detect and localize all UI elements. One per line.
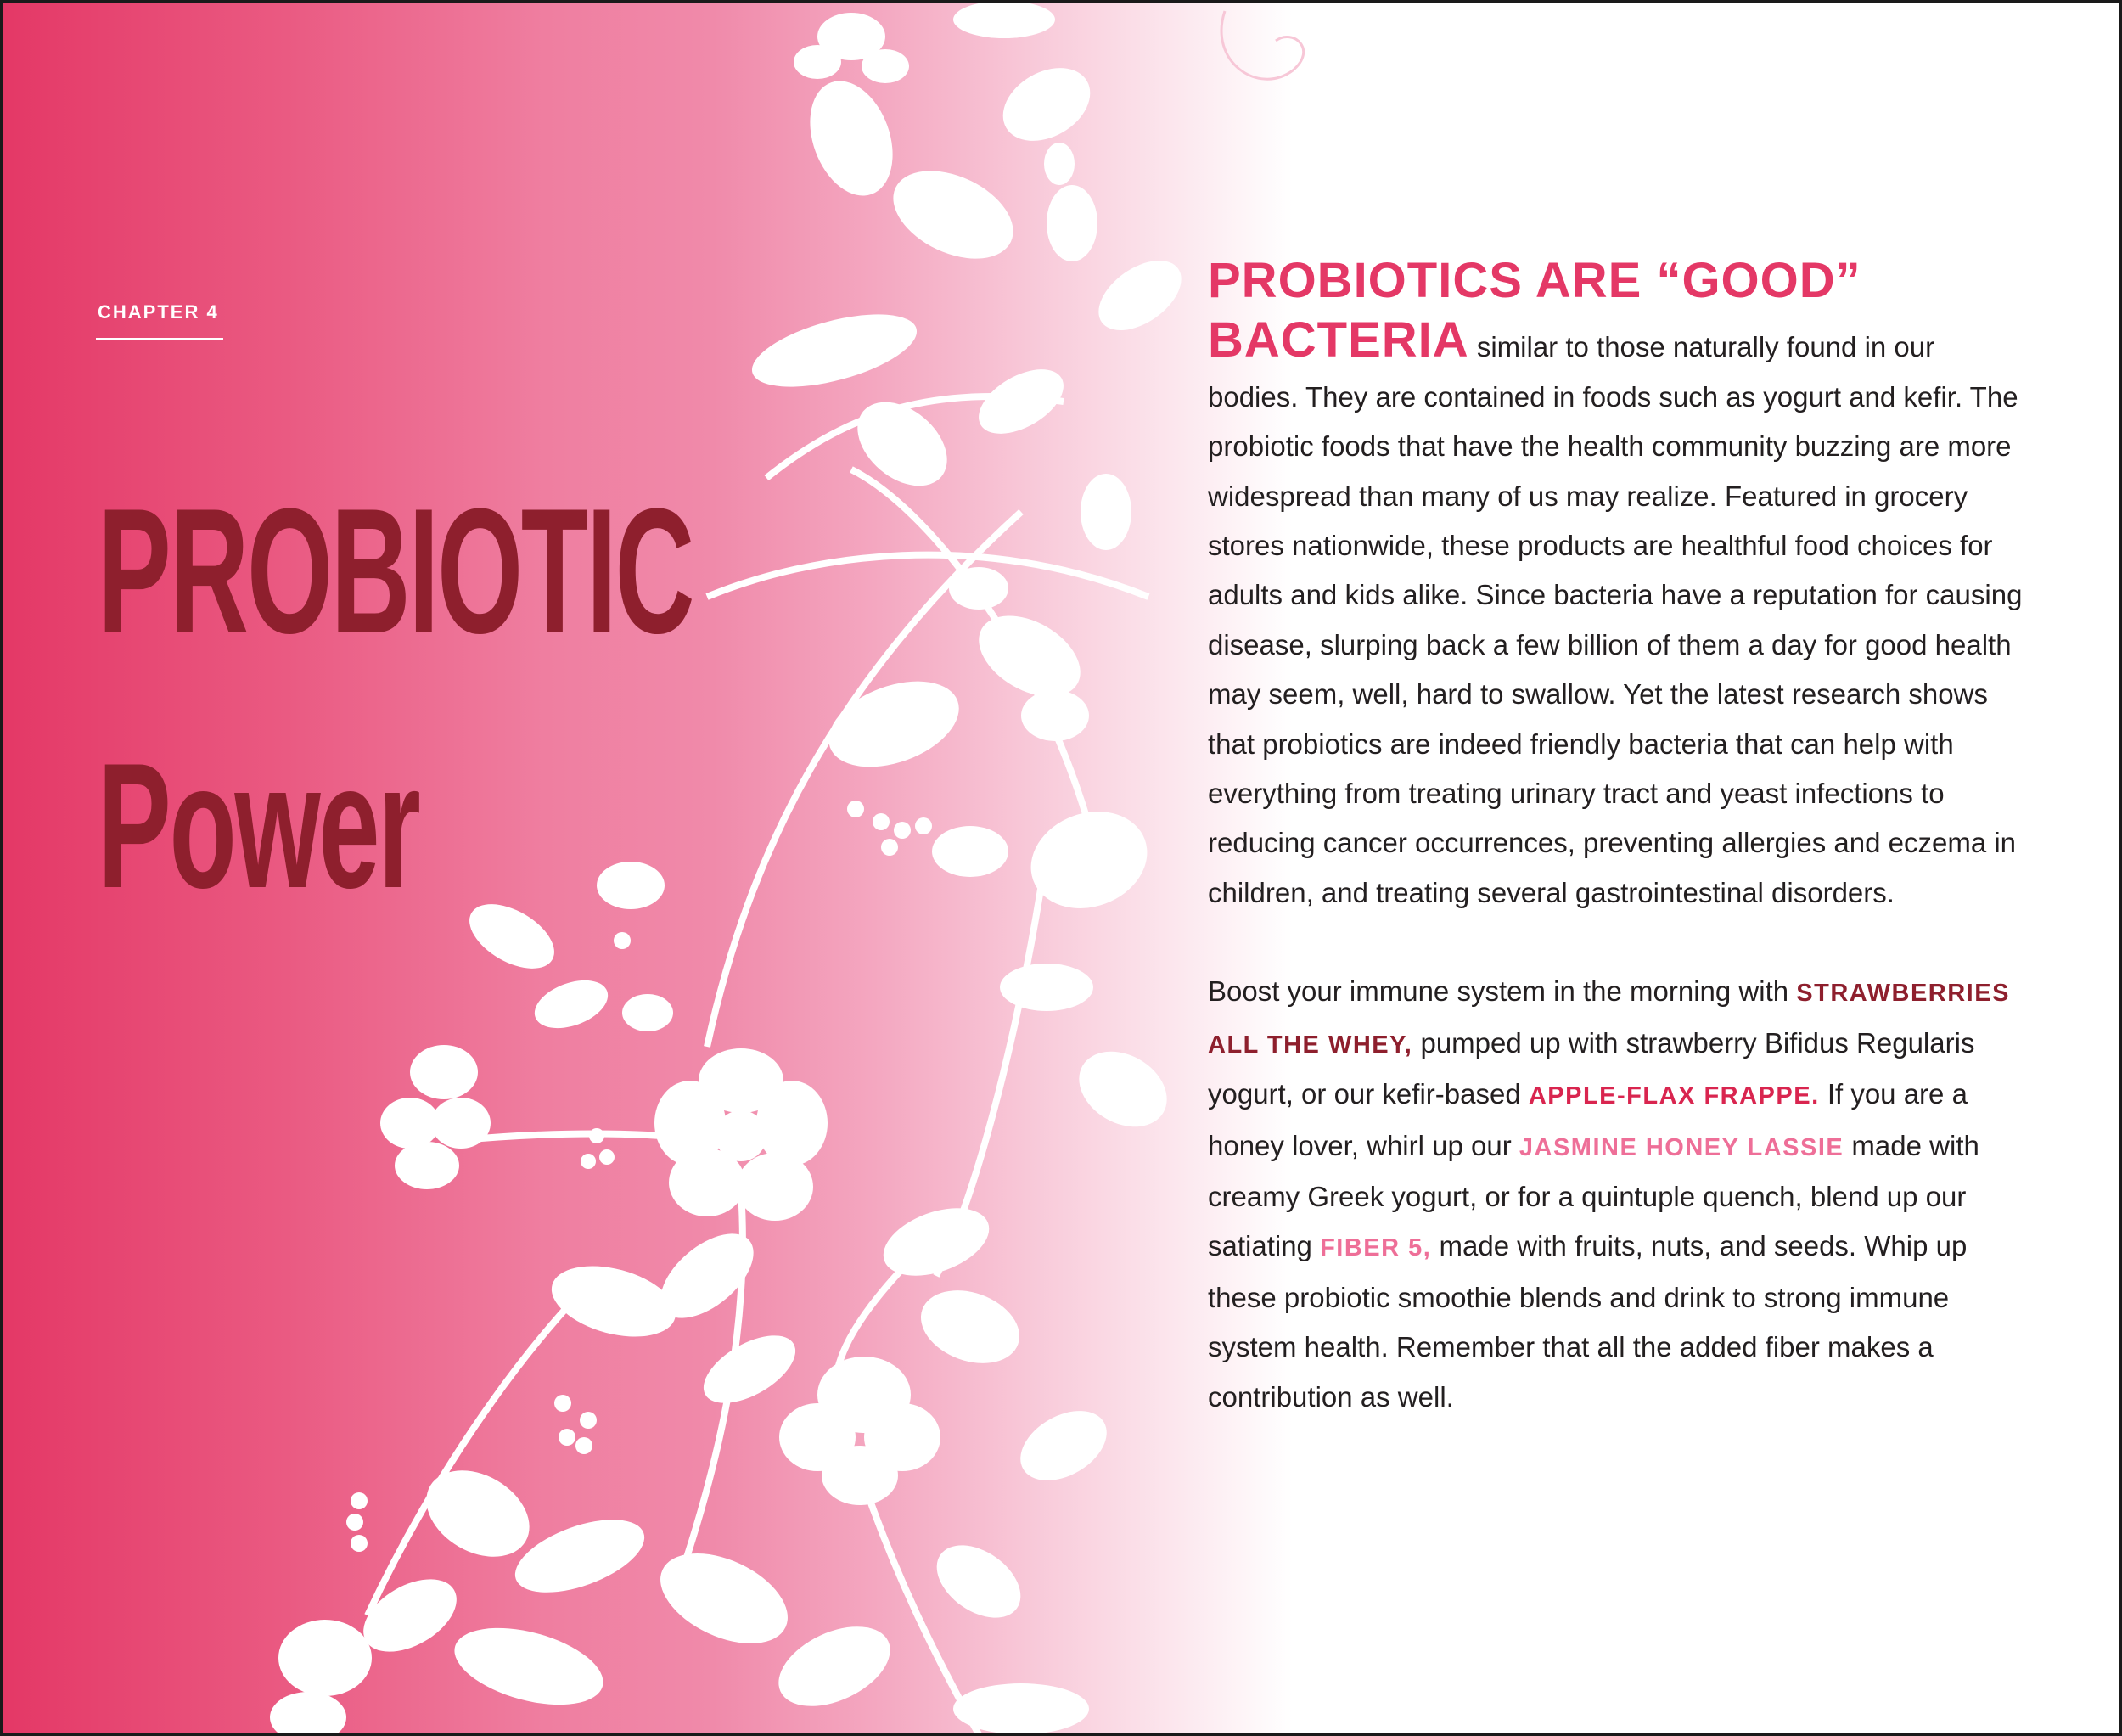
- recipe-link-jasmine-honey-lassie: JASMINE HONEY LASSIE: [1519, 1133, 1844, 1161]
- chapter-title: [98, 444, 1058, 953]
- intro-paragraph: [1208, 253, 2023, 918]
- recipes-text-3: If you are a honey lover, whirl up our: [1208, 1078, 1968, 1161]
- chapter-title-line-2: Power: [98, 726, 419, 925]
- recipes-text-2: pumped up with strawberry Bifidus Regularis yogurt, or our kefir-based: [1208, 1026, 1975, 1110]
- recipes-text-1: Boost your immune system in the morning with: [1208, 975, 1797, 1008]
- chapter-label: CHAPTER 4: [98, 301, 219, 323]
- recipe-link-fiber-5: FIBER 5,: [1320, 1234, 1432, 1262]
- intro-lead-line-2: BACTERIA: [1208, 312, 1469, 368]
- chapter-title-line-1: PROBIOTIC: [98, 471, 693, 671]
- recipe-link-strawberries-all-the-whey: STRAWBERRIES ALL THE WHEY,: [1208, 980, 2010, 1059]
- intro-body: similar to those naturally found in our bodies. They are contained in foods such as yogurt and kefir. The probiotic foods that have the health community buzzing are more widespread than many of us may realize. Featured in grocery stores nationwide, these products are healthful food choices for adults and kids alike. Since bacteria have a reputation for causing disease, slurping back a few billion of them a day for good health may seem, well, hard to swallow. Yet the latest research shows that probiotics are indeed friendly bacteria that can help with everything from treating urinary tract and yeast infections to reducing cancer occurrences, preventing allergies and eczema in children, and treating several gastrointestinal disorders.: [1208, 331, 2023, 908]
- recipes-paragraph: [1208, 967, 2023, 1422]
- recipes-text-5: made with fruits, nuts, and seeds. Whip up these probiotic smoothie blends and drink to strong immune system health. Remember that all the added fiber makes a contribution as well.: [1208, 1230, 1968, 1413]
- recipes-text-4: made with creamy Greek yogurt, or for a quintuple quench, blend up our satiating: [1208, 1129, 1979, 1262]
- recipe-link-apple-flax-frappe: APPLE-FLAX FRAPPE.: [1528, 1082, 1820, 1110]
- body-text-column: [1208, 253, 2023, 1422]
- chapter-divider-rule: [96, 338, 223, 340]
- intro-lead-line-1: PROBIOTICS ARE “GOOD”: [1208, 253, 1861, 308]
